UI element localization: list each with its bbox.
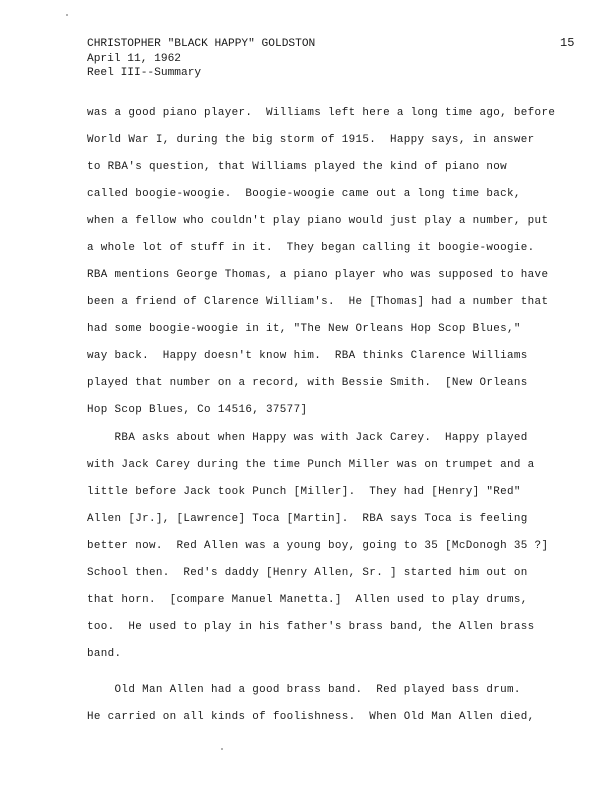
text-line: played that number on a record, with Bessie Smith. [New Orleans [87,377,528,389]
text-line: School then. Red's daddy [Henry Allen, Sr. ] started him out on [87,567,528,579]
text-line: called boogie-woogie. Boogie-woogie came out a long time back, [87,188,521,200]
page-header [87,37,315,81]
text-line: RBA asks about when Happy was with Jack Carey. Happy played [87,432,528,444]
text-line: was a good piano player. Williams left here a long time ago, before [87,107,556,119]
text-line: a whole lot of stuff in it. They began calling it boogie-woogie. [87,242,535,254]
text-line: little before Jack took Punch [Miller]. They had [Henry] "Red" [87,486,521,498]
page-number: 15 [560,36,575,50]
text-line: Hop Scop Blues, Co 14516, 37577] [87,404,308,416]
text-line: too. He used to play in his father's brass band, the Allen brass [87,621,535,633]
scan-speck [66,14,68,16]
header-title: CHRISTOPHER "BLACK HAPPY" GOLDSTON [87,38,316,50]
text-line: when a fellow who couldn't play piano would just play a number, put [87,215,549,227]
text-line: better now. Red Allen was a young boy, going to 35 [McDonogh 35 ?] [87,540,549,552]
text-line: way back. Happy doesn't know him. RBA thinks Clarence Williams [87,350,528,362]
text-line: He carried on all kinds of foolishness. When Old Man Allen died, [87,711,535,723]
text-line: band. [87,648,122,660]
text-line: with Jack Carey during the time Punch Miller was on trumpet and a [87,459,535,471]
text-line: RBA mentions George Thomas, a piano player who was supposed to have [87,269,549,281]
text-line: that horn. [compare Manuel Manetta.] Allen used to play drums, [87,594,528,606]
text-line: been a friend of Clarence William's. He [Thomas] had a number that [87,296,549,308]
header-date: April 11, 1962 [87,52,181,65]
text-line: Allen [Jr.], [Lawrence] Toca [Martin]. RBA says Toca is feeling [87,513,528,525]
text-line: World War I, during the big storm of 1915. Happy says, in answer [87,134,535,146]
header-reel: Reel III--Summary [87,67,202,79]
text-line: to RBA's question, that Williams played the kind of piano now [87,161,508,173]
text-line: had some boogie-woogie in it, "The New Orleans Hop Scop Blues," [87,323,521,335]
text-line: Old Man Allen had a good brass band. Red played bass drum. [87,684,521,696]
scan-speck [221,748,223,750]
